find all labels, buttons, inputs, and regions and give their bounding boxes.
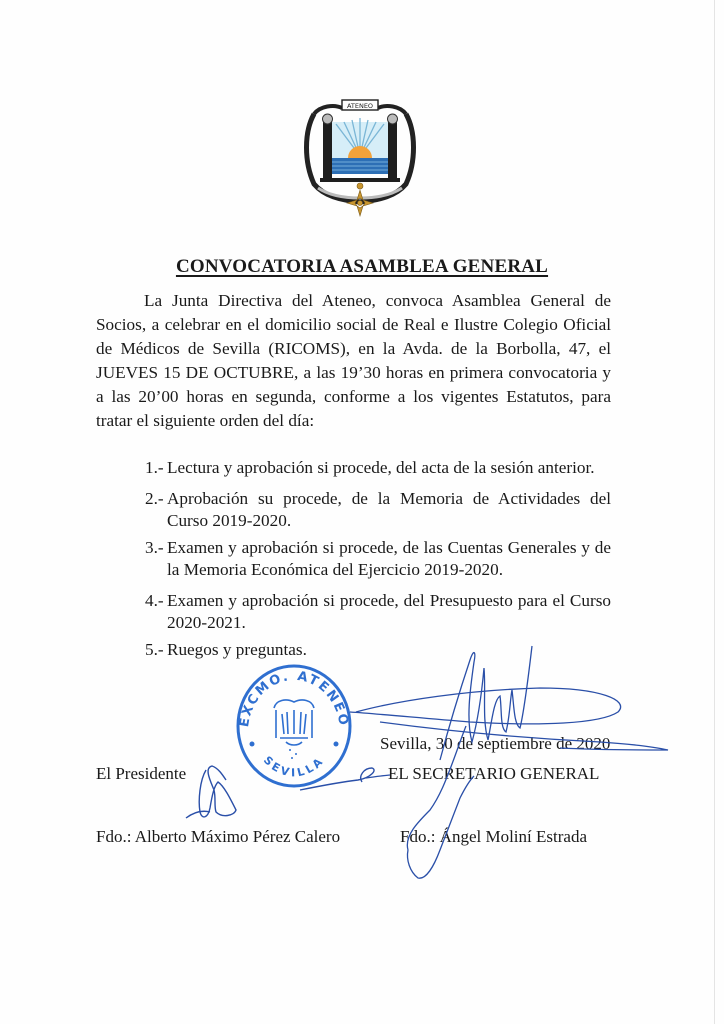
secretary-role-label: EL SECRETARIO GENERAL	[388, 764, 600, 783]
agenda-item	[145, 457, 611, 479]
document-title	[0, 256, 724, 278]
crest-banner-text: ATENEO	[346, 102, 374, 110]
stamp-bottom-text: SEVILLA	[260, 753, 328, 780]
agenda-item-text: Lectura y aprobación si procede, del acta de la sesión anterior.	[167, 458, 595, 477]
scan-edge-line	[714, 0, 715, 1024]
ateneo-crest-logo	[300, 92, 420, 220]
agenda-item	[145, 488, 611, 532]
agenda-item-number: 5.-	[145, 640, 164, 659]
agenda-item	[145, 590, 611, 634]
agenda-item-number: 4.-	[145, 591, 164, 610]
agenda-item-text: Examen y aprobación si procede, del Presupuesto para el Curso 2020-2021.	[167, 591, 611, 632]
agenda-item	[145, 537, 611, 581]
convocation-paragraph: La Junta Directiva del Ateneo, convoca Asamblea General de Socios, a celebrar en el domicilio social de Real e Ilustre Colegio Oficial de Médicos de Sevilla (RICOMS), en la Avda. de la Borbolla, 47, el JUEVES 15 DE OCTUBRE, a las 19’30 horas en primera convocatoria y a las 20’00 horas en segunda, conforme a los vigentes Estatutos, para tratar el siguiente orden del día:	[96, 291, 611, 430]
place-date: Sevilla, 30 de septiembre de 2020	[380, 734, 611, 753]
agenda-item-text: Examen y aprobación si procede, de las Cuentas Generales y de la Memoria Económica del Ejercicio 2019-2020.	[167, 538, 611, 579]
agenda-item	[145, 639, 611, 661]
agenda-item-number: 1.-	[145, 458, 164, 477]
agenda-item-text: Ruegos y preguntas.	[167, 640, 307, 659]
president-signed-name: Fdo.: Alberto Máximo Pérez Calero	[96, 827, 341, 846]
agenda-item-number: 2.-	[145, 489, 164, 508]
document-title-text: CONVOCATORIA ASAMBLEA GENERAL	[175, 256, 549, 277]
agenda-item-number: 3.-	[145, 538, 164, 557]
agenda-item-text: Aprobación su procede, de la Memoria de Actividades del Curso 2019-2020.	[167, 489, 611, 530]
official-stamp	[232, 662, 356, 790]
secretary-signed-name: Fdo.: Ángel Moliní Estrada	[400, 827, 587, 846]
president-role-label: El Presidente	[96, 764, 187, 783]
agenda-list	[145, 457, 611, 661]
stamp-top-text: EXCMO. ATENEO	[237, 668, 351, 729]
president-signature	[186, 766, 236, 818]
svg-text:SEVILLA	[261, 754, 327, 780]
